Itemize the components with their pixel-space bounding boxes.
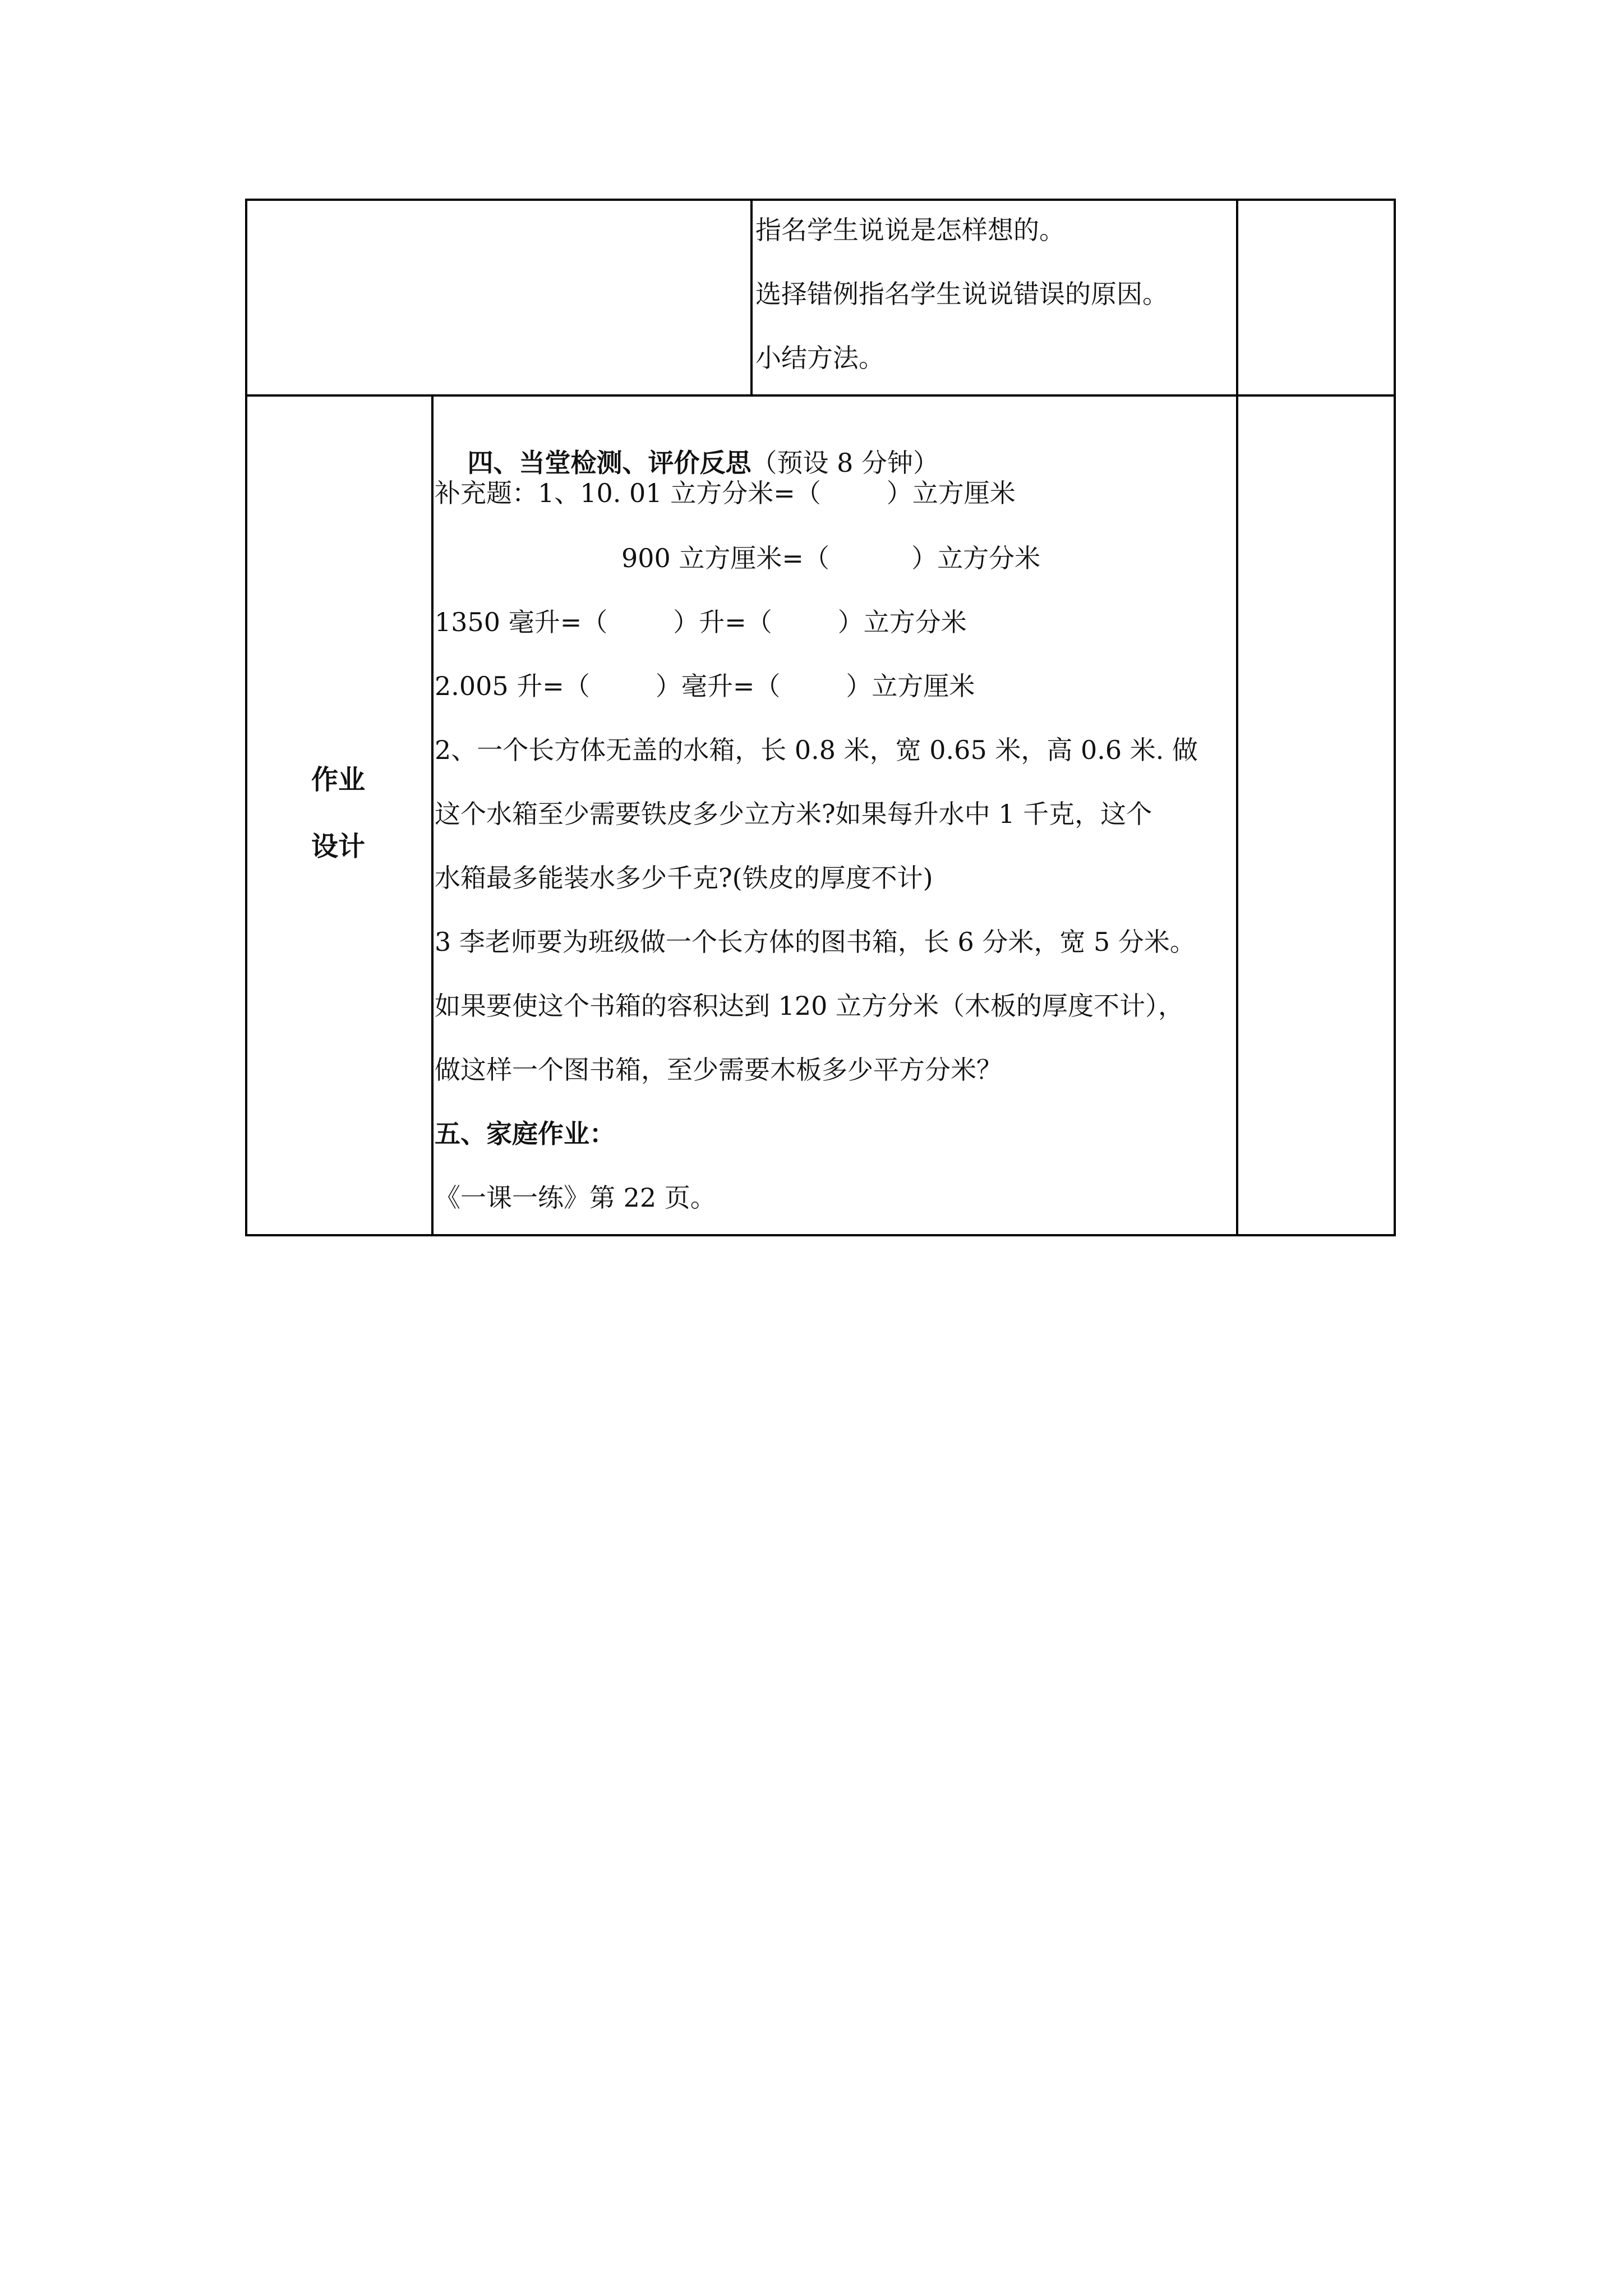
exercise-line-4: 2.005 升=（ ）毫升=（ ）立方厘米: [435, 671, 975, 701]
homework-design-label-cell: [247, 397, 431, 1234]
exercise-line-6: 这个水箱至少需要铁皮多少立方米?如果每升水中 1 千克，这个: [435, 799, 1152, 829]
table-border-right: [1394, 199, 1396, 1236]
section4-heading-note: （预设 8 分钟）: [751, 448, 939, 478]
exercise-line-7: 水箱最多能装水多少千克?(铁皮的厚度不计): [435, 863, 933, 893]
label-line-2: 设计: [311, 831, 366, 862]
table-border-bottom: [245, 1234, 1396, 1236]
exercise-line-3: 1350 毫升=（ ）升=（ ）立方分米: [435, 607, 967, 637]
top-row-line-2: 选择错例指名学生说说错误的原因。: [755, 279, 1168, 309]
notes-cell-top: [1238, 201, 1394, 394]
label-line-1: 作业: [311, 764, 366, 795]
exercise-line-10: 做这样一个图书箱，至少需要木板多少平方分米？: [435, 1055, 1002, 1085]
exercise-line-1: 补充题：1、10. 01 立方分米=（ ）立方厘米: [435, 478, 1016, 508]
exercise-line-8: 3 李老师要为班级做一个长方体的图书箱，长 6 分米，宽 5 分米。: [435, 927, 1196, 957]
exercise-line-2: 900 立方厘米=（ ）立方分米: [621, 543, 1041, 573]
top-row-line-1: 指名学生说说是怎样想的。: [755, 215, 1065, 245]
exercise-line-5: 2、一个长方体无盖的水箱，长 0.8 米，宽 0.65 米，高 0.6 米. 做: [435, 735, 1198, 765]
section4-heading-bold: 四、当堂检测、评价反思: [467, 448, 751, 478]
homework-content-cell: [434, 397, 1236, 1234]
section5-heading: 五、家庭作业：: [435, 1119, 615, 1149]
section5-text: 《一课一练》第 22 页。: [435, 1182, 716, 1213]
top-row-line-3: 小结方法。: [755, 343, 884, 373]
top-row-cell: [753, 201, 1236, 394]
exercise-line-9: 如果要使这个书箱的容积达到 120 立方分米（木板的厚度不计），: [435, 991, 1184, 1021]
notes-cell-bottom: [1238, 397, 1394, 1234]
